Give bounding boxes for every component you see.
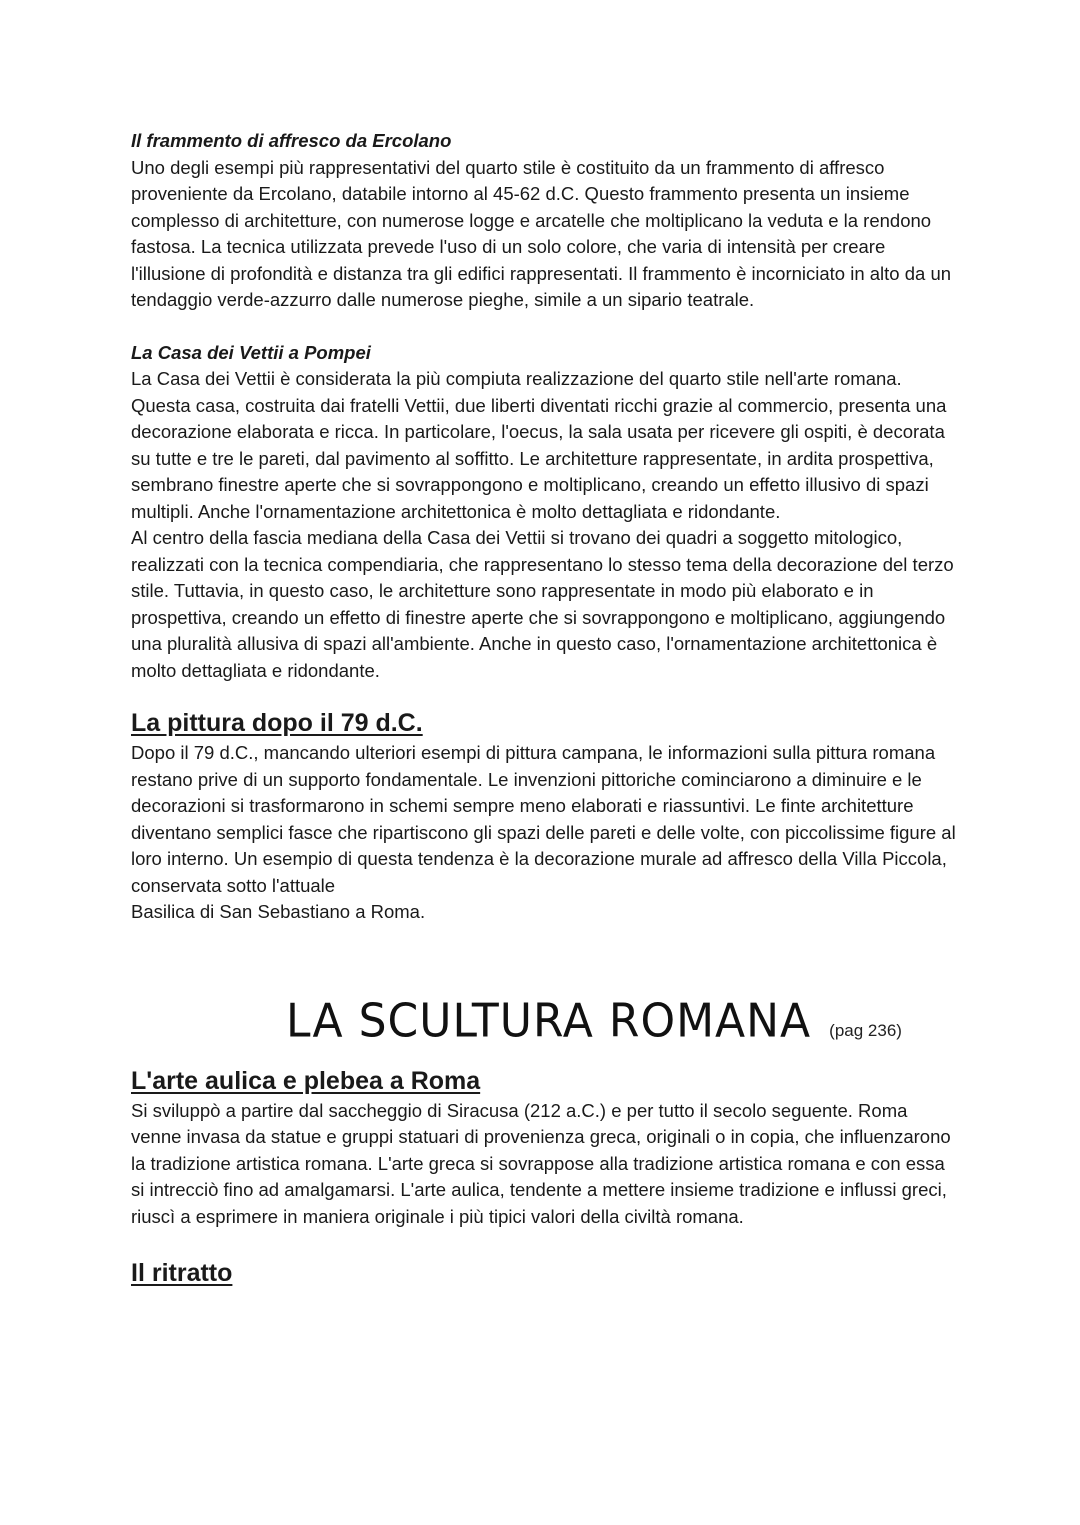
page-reference: (pag 236) xyxy=(829,1020,902,1040)
ercolano-heading: Il frammento di affresco da Ercolano xyxy=(131,130,452,151)
document-page xyxy=(131,128,961,1290)
spacer xyxy=(131,926,961,996)
ritratto-heading: Il ritratto xyxy=(131,1259,233,1287)
spacer xyxy=(131,314,961,340)
dopo79-paragraph: Dopo il 79 d.C., mancando ulteriori esempi di pittura campana, le informazioni sulla pittura romana restano prive di un supporto fondamentale. Le invenzioni pittoriche cominciarono a diminuire e le decorazioni si trasformarono in schemi sempre meno elaborati e riassuntivi. Le finte architetture diventano semplici fasce che ripartiscono gli spazi delle pareti e delle volte, con piccolissime figure al loro interno. Un esempio di questa tendenza è la decorazione murale ad affresco della Villa Piccola, conservata sotto l'attuale xyxy=(131,742,956,896)
spacer xyxy=(131,1230,961,1256)
scultura-title: LA SCULTURA ROMANA xyxy=(286,994,812,1048)
spacer xyxy=(131,684,961,706)
aulica-heading: L'arte aulica e plebea a Roma xyxy=(131,1066,481,1095)
vettii-paragraph-2: Al centro della fascia mediana della Casa dei Vettii si trovano dei quadri a soggetto mitologico, realizzati con la tecnica compendiaria, che rappresentano lo stesso tema della decorazione del terzo stile. Tuttavia, in questo caso, le architetture sono rappresentate in modo più elaborato e in prospettiva, creando un effetto di finestre aperte che si sovrappongono e moltiplicano, aggiungendo una pluralità allusiva di spazi all'ambiente. Anche in questo caso, l'ornamentazione architettonica è molto dettagliata e ridondante. xyxy=(131,527,954,681)
scultura-title-row xyxy=(131,996,961,1056)
aulica-paragraph: Si sviluppò a partire dal saccheggio di Siracusa (212 a.C.) e per tutto il secolo seguente. Roma venne invasa da statue e gruppi statuari di provenienza greca, originali o in copia, che influenzarono la tradizione artistica romana. L'arte greca si sovrappose alla tradizione artistica romana e con essa si intrecciò fino ad amalgamarsi. L'arte aulica, tendente a mettere insieme tradizione e influssi greci, riuscì a esprimere in maniera originale i più tipici valori della civiltà romana. xyxy=(131,1099,951,1227)
ercolano-paragraph: Uno degli esempi più rappresentativi del quarto stile è costituito da un frammento di affresco proveniente da Ercolano, databile intorno al 45-62 d.C. Questo frammento presenta un insieme complesso di architetture, con numerose logge e arcatelle che moltiplicano la veduta e la rendono fastosa. La tecnica utilizzata prevede l'uso di un solo colore, che varia di intensità per creare l'illusione di profondità e distanza tra gli edifici rappresentati. Il frammento è incorniciato in alto da un tendaggio verde-azzurro dalle numerose pieghe, simile a un sipario teatrale. xyxy=(131,156,952,310)
vettii-heading: La Casa dei Vettii a Pompei xyxy=(131,341,371,363)
dopo79-heading: La pittura dopo il 79 d.C. xyxy=(131,709,423,737)
dopo79-paragraph-end: Basilica di San Sebastiano a Roma. xyxy=(131,901,426,922)
vettii-paragraph-1: La Casa dei Vettii è considerata la più compiuta realizzazione del quarto stile nell'arte romana. Questa casa, costruita dai fratelli Vettii, due liberti diventati ricchi grazie al commercio, presenta una decorazione elaborata e ricca. In particolare, l'oecus, la sala usata per ricevere gli ospiti, è decorata su tutte e tre le pareti, dal pavimento al soffitto. Le architetture rappresentate, in ardita prospettiva, sembrano finestre aperte che si sovrappongono e moltiplicano, creando un effetto illusivo di spazi multipli. Anche l'ornamentazione architettonica è molto dettagliata e ridondante. xyxy=(131,368,947,522)
